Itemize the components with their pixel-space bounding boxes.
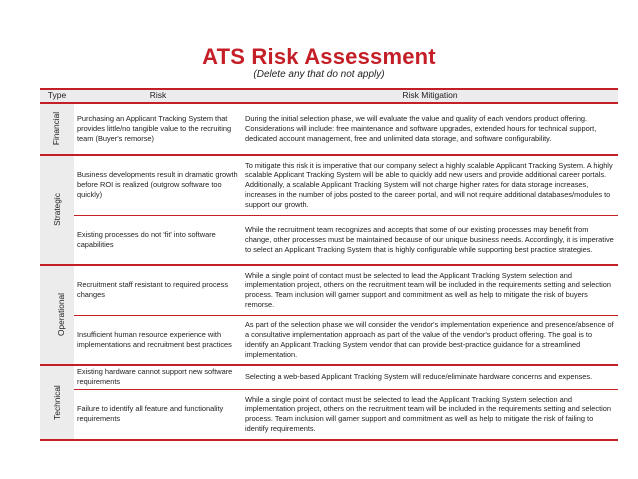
table-row	[40, 265, 618, 315]
table-row	[40, 315, 618, 365]
header-type: Type	[40, 90, 74, 103]
mitigation-cell: During the initial selection phase, we will evaluate the value and quality of each vendors product offering. Considerations will include: free maintenance and software upgrades, extended hours for technical support, dedicated account management, free and unlimited data storage, and software configurability.	[242, 103, 618, 155]
mitigation-cell: While the recruitment team recognizes and accepts that some of our existing processes may benefit from change, other processes must be maintained because of our unique business needs. Accordingly, it is imperative to select an Applicant Tracking System that is highly configurable while supporting best practice strategies.	[242, 215, 618, 265]
header-mitigation: Risk Mitigation	[242, 90, 618, 103]
risk-cell: Business developments result in dramatic growth before ROI is realized (outgrow software too quickly)	[74, 155, 242, 215]
risk-cell: Existing hardware cannot support new software requirements	[74, 365, 242, 389]
mitigation-cell: While a single point of contact must be selected to lead the Applicant Tracking System selection and implementation project, others on the recruitment team will be included in the requirements setting and selection process. Team inclusion will garner support and commitment as well as help to mitigate the risk of failing to identify requirements.	[242, 389, 618, 439]
table-row	[40, 365, 618, 389]
category-technical: Technical	[40, 365, 74, 439]
table-row	[40, 215, 618, 265]
risk-cell: Existing processes do not 'fit' into software capabilities	[74, 215, 242, 265]
footer-divider	[40, 439, 618, 441]
mitigation-cell: Selecting a web-based Applicant Tracking System will reduce/eliminate hardware concerns and expenses.	[242, 365, 618, 389]
table-row	[40, 155, 618, 215]
mitigation-cell: While a single point of contact must be selected to lead the Applicant Tracking System selection and implementation project, others on the recruitment team will be included in the requirements setting and selection process. Team inclusion will garner support and commitment as well as help to mitigate the risk of buyers remorse.	[242, 265, 618, 315]
table-row	[40, 103, 618, 155]
table-header-row	[40, 90, 618, 103]
risk-cell: Purchasing an Applicant Tracking System that provides little/no tangible value to the recruiting team (Buyer's remorse)	[74, 103, 242, 155]
risk-cell: Insufficient human resource experience with implementations and recruitment best practices	[74, 315, 242, 365]
table-row	[40, 389, 618, 439]
category-operational: Operational	[40, 265, 74, 365]
mitigation-cell: As part of the selection phase we will consider the vendor's implementation experience and presence/absence of a consultative implementation approach as part of the value of the vendor's product offering. The goal is to identify an Applicant Tracking System vendor that can provide best-practice guidance for a streamlined implementation.	[242, 315, 618, 365]
category-financial: Financial	[40, 103, 74, 155]
page-title: ATS Risk Assessment	[202, 44, 436, 69]
mitigation-cell: To mitigate this risk it is imperative that our company select a highly scalable Applicant Tracking System. A highly scalable Applicant Tracking System will be able to quickly add new users and provide additional career portals. Additionally, a scalable Applicant Tracking System will not charge higher rates for data storage increases, increases in the number of jobs posted to the career portal, and will not require additional databases/modules to support our growth.	[242, 155, 618, 215]
risk-table	[40, 90, 618, 439]
header-risk: Risk	[74, 90, 242, 103]
risk-cell: Recruitment staff resistant to required process changes	[74, 265, 242, 315]
risk-cell: Failure to identify all feature and functionality requirements	[74, 389, 242, 439]
category-strategic: Strategic	[40, 155, 74, 265]
page-subtitle: (Delete any that do not apply)	[253, 69, 385, 80]
